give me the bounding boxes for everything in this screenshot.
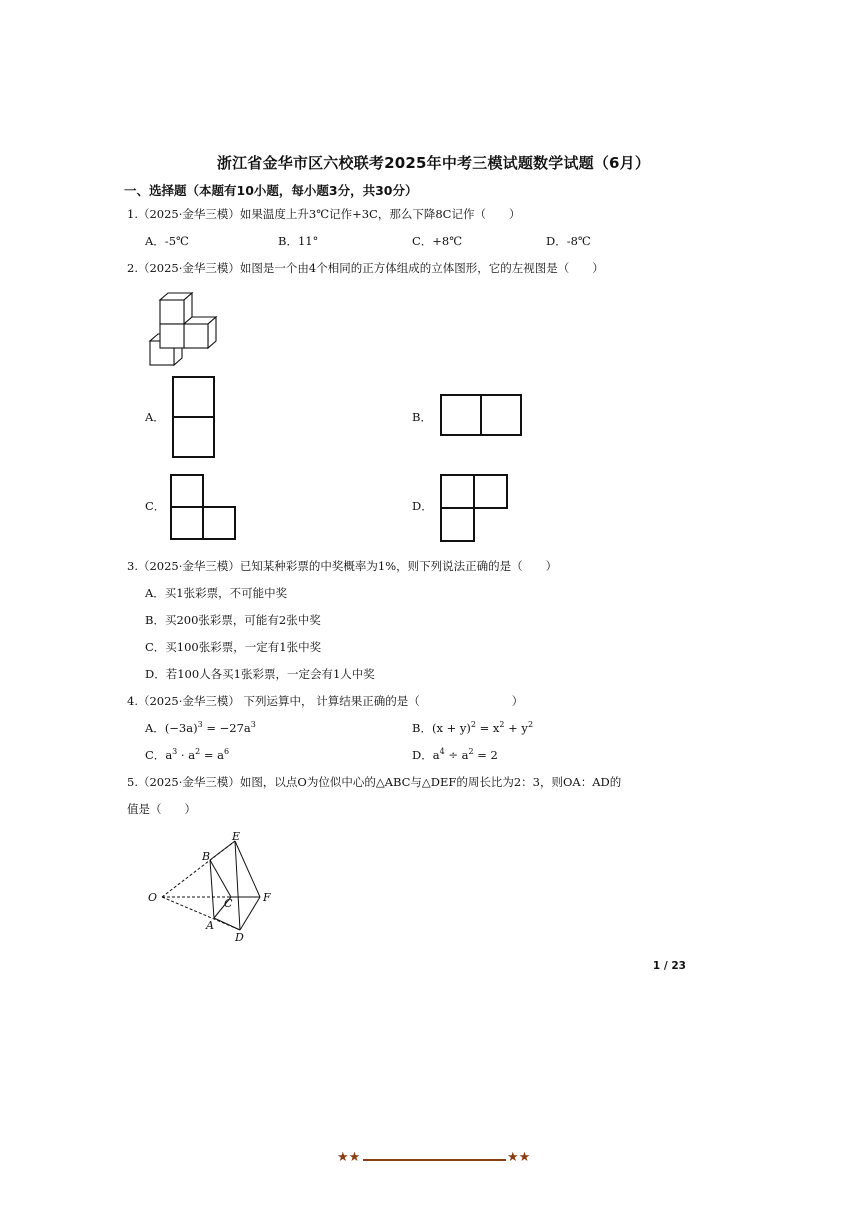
label-d: D <box>235 931 244 944</box>
math-term: = x <box>475 721 500 735</box>
footer-stars-left: ★★ <box>337 1150 361 1165</box>
label-c: C <box>224 897 233 910</box>
math-term: a <box>165 748 173 762</box>
math-term: ÷ a <box>444 748 469 762</box>
exponent: 2 <box>468 747 474 757</box>
exponent: 3 <box>250 720 256 730</box>
question-5-stem-line2: 值是（ ） <box>127 802 196 816</box>
question-4-option-b <box>412 720 533 736</box>
option-label: B． <box>412 721 432 735</box>
question-2-option-b-label: B． <box>412 410 432 424</box>
math-term: = 2 <box>473 748 498 762</box>
question-1-option-c: C．+8℃ <box>412 234 463 248</box>
exponent: 4 <box>439 747 445 757</box>
option-b-figure <box>440 394 523 437</box>
label-f: F <box>263 891 271 904</box>
question-2-option-c-label: C． <box>145 499 166 513</box>
option-a-figure <box>172 376 216 458</box>
exponent: 2 <box>527 720 534 730</box>
option-label: C． <box>145 748 166 762</box>
question-1-option-b: B．11° <box>278 234 319 248</box>
option-d-figure <box>440 474 509 542</box>
question-4-option-c <box>145 747 229 763</box>
footer-stars-right: ★★ <box>507 1150 531 1165</box>
cube-stack-figure <box>140 290 230 370</box>
option-label: A． <box>145 721 165 735</box>
label-b: B <box>202 850 211 863</box>
question-5-stem-line1: 5.（2025·金华三模）如图，以点O为位似中心的△ABC与△DEF的周长比为2：3，则OA：AD的 <box>127 775 622 789</box>
label-a: A <box>206 919 214 932</box>
question-2-option-d-label: D． <box>412 499 433 513</box>
question-3-stem: 3.（2025·金华三模）已知某种彩票的中奖概率为1%，则下列说法正确的是（ ） <box>127 559 558 573</box>
question-4-stem: 4.（2025·金华三模） 下列运算中， 计算结果正确的是（ ） <box>127 694 524 708</box>
math-term: + y <box>504 721 528 735</box>
question-4-option-a <box>145 720 256 736</box>
question-2-option-a-label: A． <box>145 410 165 424</box>
exponent: 2 <box>195 747 201 757</box>
label-e: E <box>232 830 241 843</box>
question-1-stem: 1.（2025·金华三模）如果温度上升3℃记作+3C，那么下降8C记作（ ） <box>127 207 521 221</box>
math-term: (−3a) <box>164 721 198 735</box>
question-1-option-d: D．-8℃ <box>546 234 591 248</box>
math-term: · a <box>177 748 196 762</box>
question-1-option-a: A．-5℃ <box>145 234 189 248</box>
page-number: 1 / 23 <box>652 960 686 972</box>
exponent: 2 <box>499 720 505 730</box>
exponent: 2 <box>470 720 476 730</box>
exponent: 3 <box>197 720 203 730</box>
option-c-figure <box>170 474 238 540</box>
math-term: = a <box>200 748 224 762</box>
math-term: (x + y) <box>431 721 471 735</box>
label-o: O <box>148 891 158 904</box>
question-3-option-b: B．买200张彩票，可能有2张中奖 <box>145 613 321 627</box>
homothety-figure <box>140 826 280 946</box>
document-title: 浙江省金华市区六校联考2025年中考三模试题数学试题（6月） <box>216 154 651 172</box>
question-2-stem: 2.（2025·金华三模）如图是一个由4个相同的正方体组成的立体图形，它的左视图是（ ） <box>127 261 604 275</box>
exponent: 3 <box>172 747 178 757</box>
section-heading: 一、选择题（本题有10小题，每小题3分，共30分） <box>124 183 418 198</box>
question-3-option-a: A．买1张彩票，不可能中奖 <box>145 586 288 600</box>
footer-divider <box>363 1159 506 1161</box>
math-term: a <box>432 748 440 762</box>
option-label: D． <box>412 748 433 762</box>
question-3-option-c: C．买100张彩票，一定有1张中奖 <box>145 640 322 654</box>
question-4-option-d <box>412 747 498 763</box>
math-term: = −27a <box>202 721 251 735</box>
question-3-option-d: D．若100人各买1张彩票，一定会有1人中奖 <box>145 667 375 681</box>
exponent: 6 <box>224 747 230 757</box>
